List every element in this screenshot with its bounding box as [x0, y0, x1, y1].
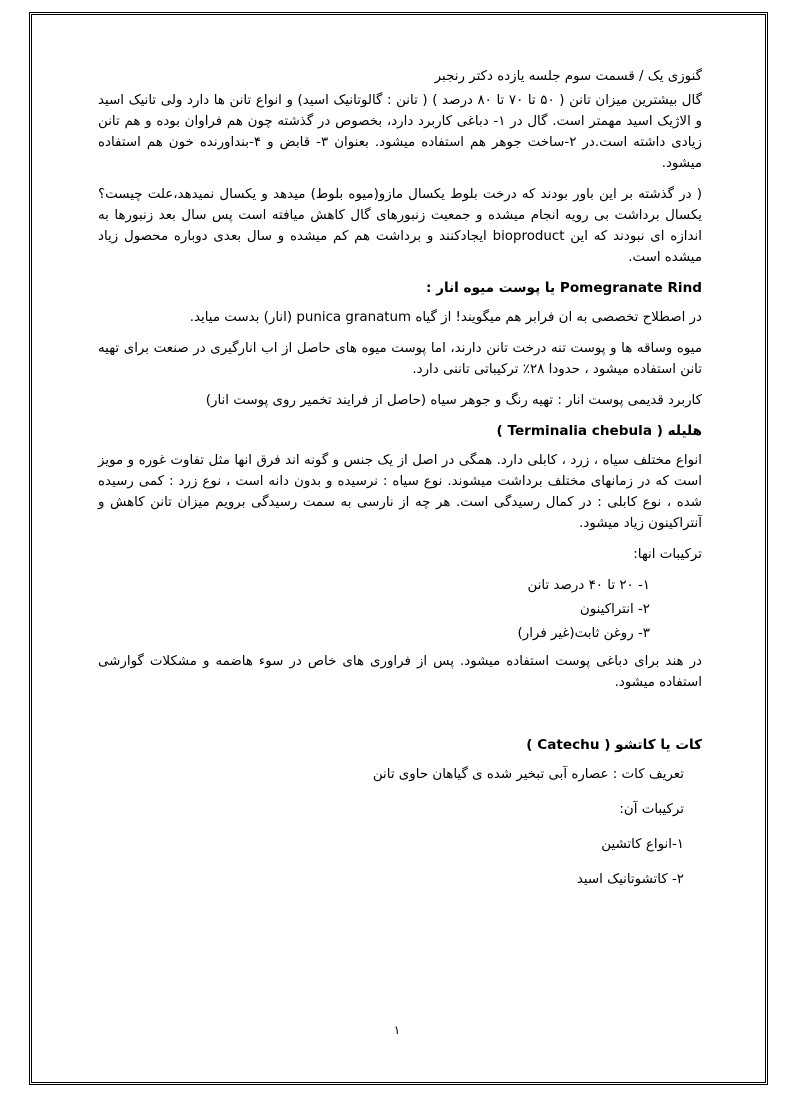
paragraph-terminalia-types: انواع مختلف سیاه ، زرد ، کابلی دارد. همگی در اصل از یک جنس و گونه اند فرق انها مثل تفاوت غوره و مویز است که در زمانهای مختلف برداشت میشوند. نوع سیاه : نرسیده و بدون دانه است ، نوع زرد : کمی رسیده شده ، نوع کابلی : در کمال رسیدگی است. هر چه از نارسی به سمت رسیدگی برویم میزان تانن کاهش و آنتراکینون زیاد میشود. [98, 453, 702, 531]
paragraph-terminalia-use: در هند برای دباغی پوست استفاده میشود. پس از فراوری های خاص در سوء هاضمه و مشکلات گوارشی استفاده میشود. [98, 654, 702, 690]
catechu-section [98, 764, 684, 890]
paragraph-pomegranate-source: در اصطلاح تخصصی به ان فرابر هم میگویند! از گیاه punica granatum (انار) بدست میاید. [189, 310, 702, 325]
paragraph-pomegranate-use: کاربرد قدیمی پوست انار : تهیه رنگ و جوهر سیاه (حاصل از فرایند تخمیر روی پوست انار) [205, 393, 702, 408]
terminalia-composition-list [98, 575, 650, 645]
document-title: گنوزی یک / قسمت سوم جلسه یازده دکتر رنجبر [434, 69, 702, 84]
paragraph-gall: گال بیشترین میزان تانن ( ۵۰ تا ۷۰ تا ۸۰ درصد ) ( تانن : گالوتانیک اسید) و انواع تانن ها دارد ولی تانیک اسید و الاژیک اسید مهمتر است. گال در ۱- دباغی کاربرد دارد، بخصوص در گذشته چون هم فراوان بوده و هم تانن زیادی داشته است.در ۲-ساخت جوهر هم استفاده میشود. بعنوان ۳- قابض و ۴-بنداورنده خون هم استفاده میشود. [98, 93, 703, 171]
catechu-definition: تعریف کات : عصاره آبی تبخیر شده ی گیاهان حاوی تانن [372, 767, 684, 782]
paragraph-gall-note: ( در گذشته بر این باور بودند که درخت بلوط یکسال مازو(میوه بلوط) میدهد و یکسال نمیدهد،علت چیست؟ یکسال برداشت بی رویه انجام میشده و جمعیت زنبورهای گال کاهش میافته است پس سال بعد زنبورها به اندازه ای نبودند که این bioproduct ایجادکنند و برداشت هم کم میشده و سال بعدی دوباره محصول زیاد میشده است. [98, 187, 702, 265]
list-item: ۳- روغن ثابت(غیر فرار) [517, 626, 650, 641]
paragraph-terminalia-composition: ترکیبات انها: [633, 547, 702, 562]
spacer [98, 703, 702, 733]
list-item: ۲- انتراکینون [579, 602, 650, 617]
document-body [98, 66, 702, 904]
catechu-composition-label: ترکیبات آن: [619, 802, 684, 817]
list-item: ۱-انواع کاتشین [601, 837, 684, 852]
paragraph-pomegranate-parts: میوه وساقه ها و پوست تنه درخت تانن دارند، اما پوست میوه های حاصل از اب انارگیری در صنعت برای تهیه تانن استفاده میشود ، حدودا ۲۸٪ ترکیباتی تاننی دارد. [98, 341, 702, 377]
heading-catechu: کات یا کاتشو ( Catechu ) [526, 737, 702, 753]
page-number: ۱ [393, 1023, 401, 1037]
heading-pomegranate: Pomegranate Rind یا پوست میوه انار : [425, 280, 702, 296]
heading-terminalia: هلیله ( Terminalia chebula ) [496, 423, 702, 439]
list-item: ۱- ۲۰ تا ۴۰ درصد تانن [527, 578, 650, 593]
list-item: ۲- کاتشوتانیک اسید [576, 872, 684, 887]
